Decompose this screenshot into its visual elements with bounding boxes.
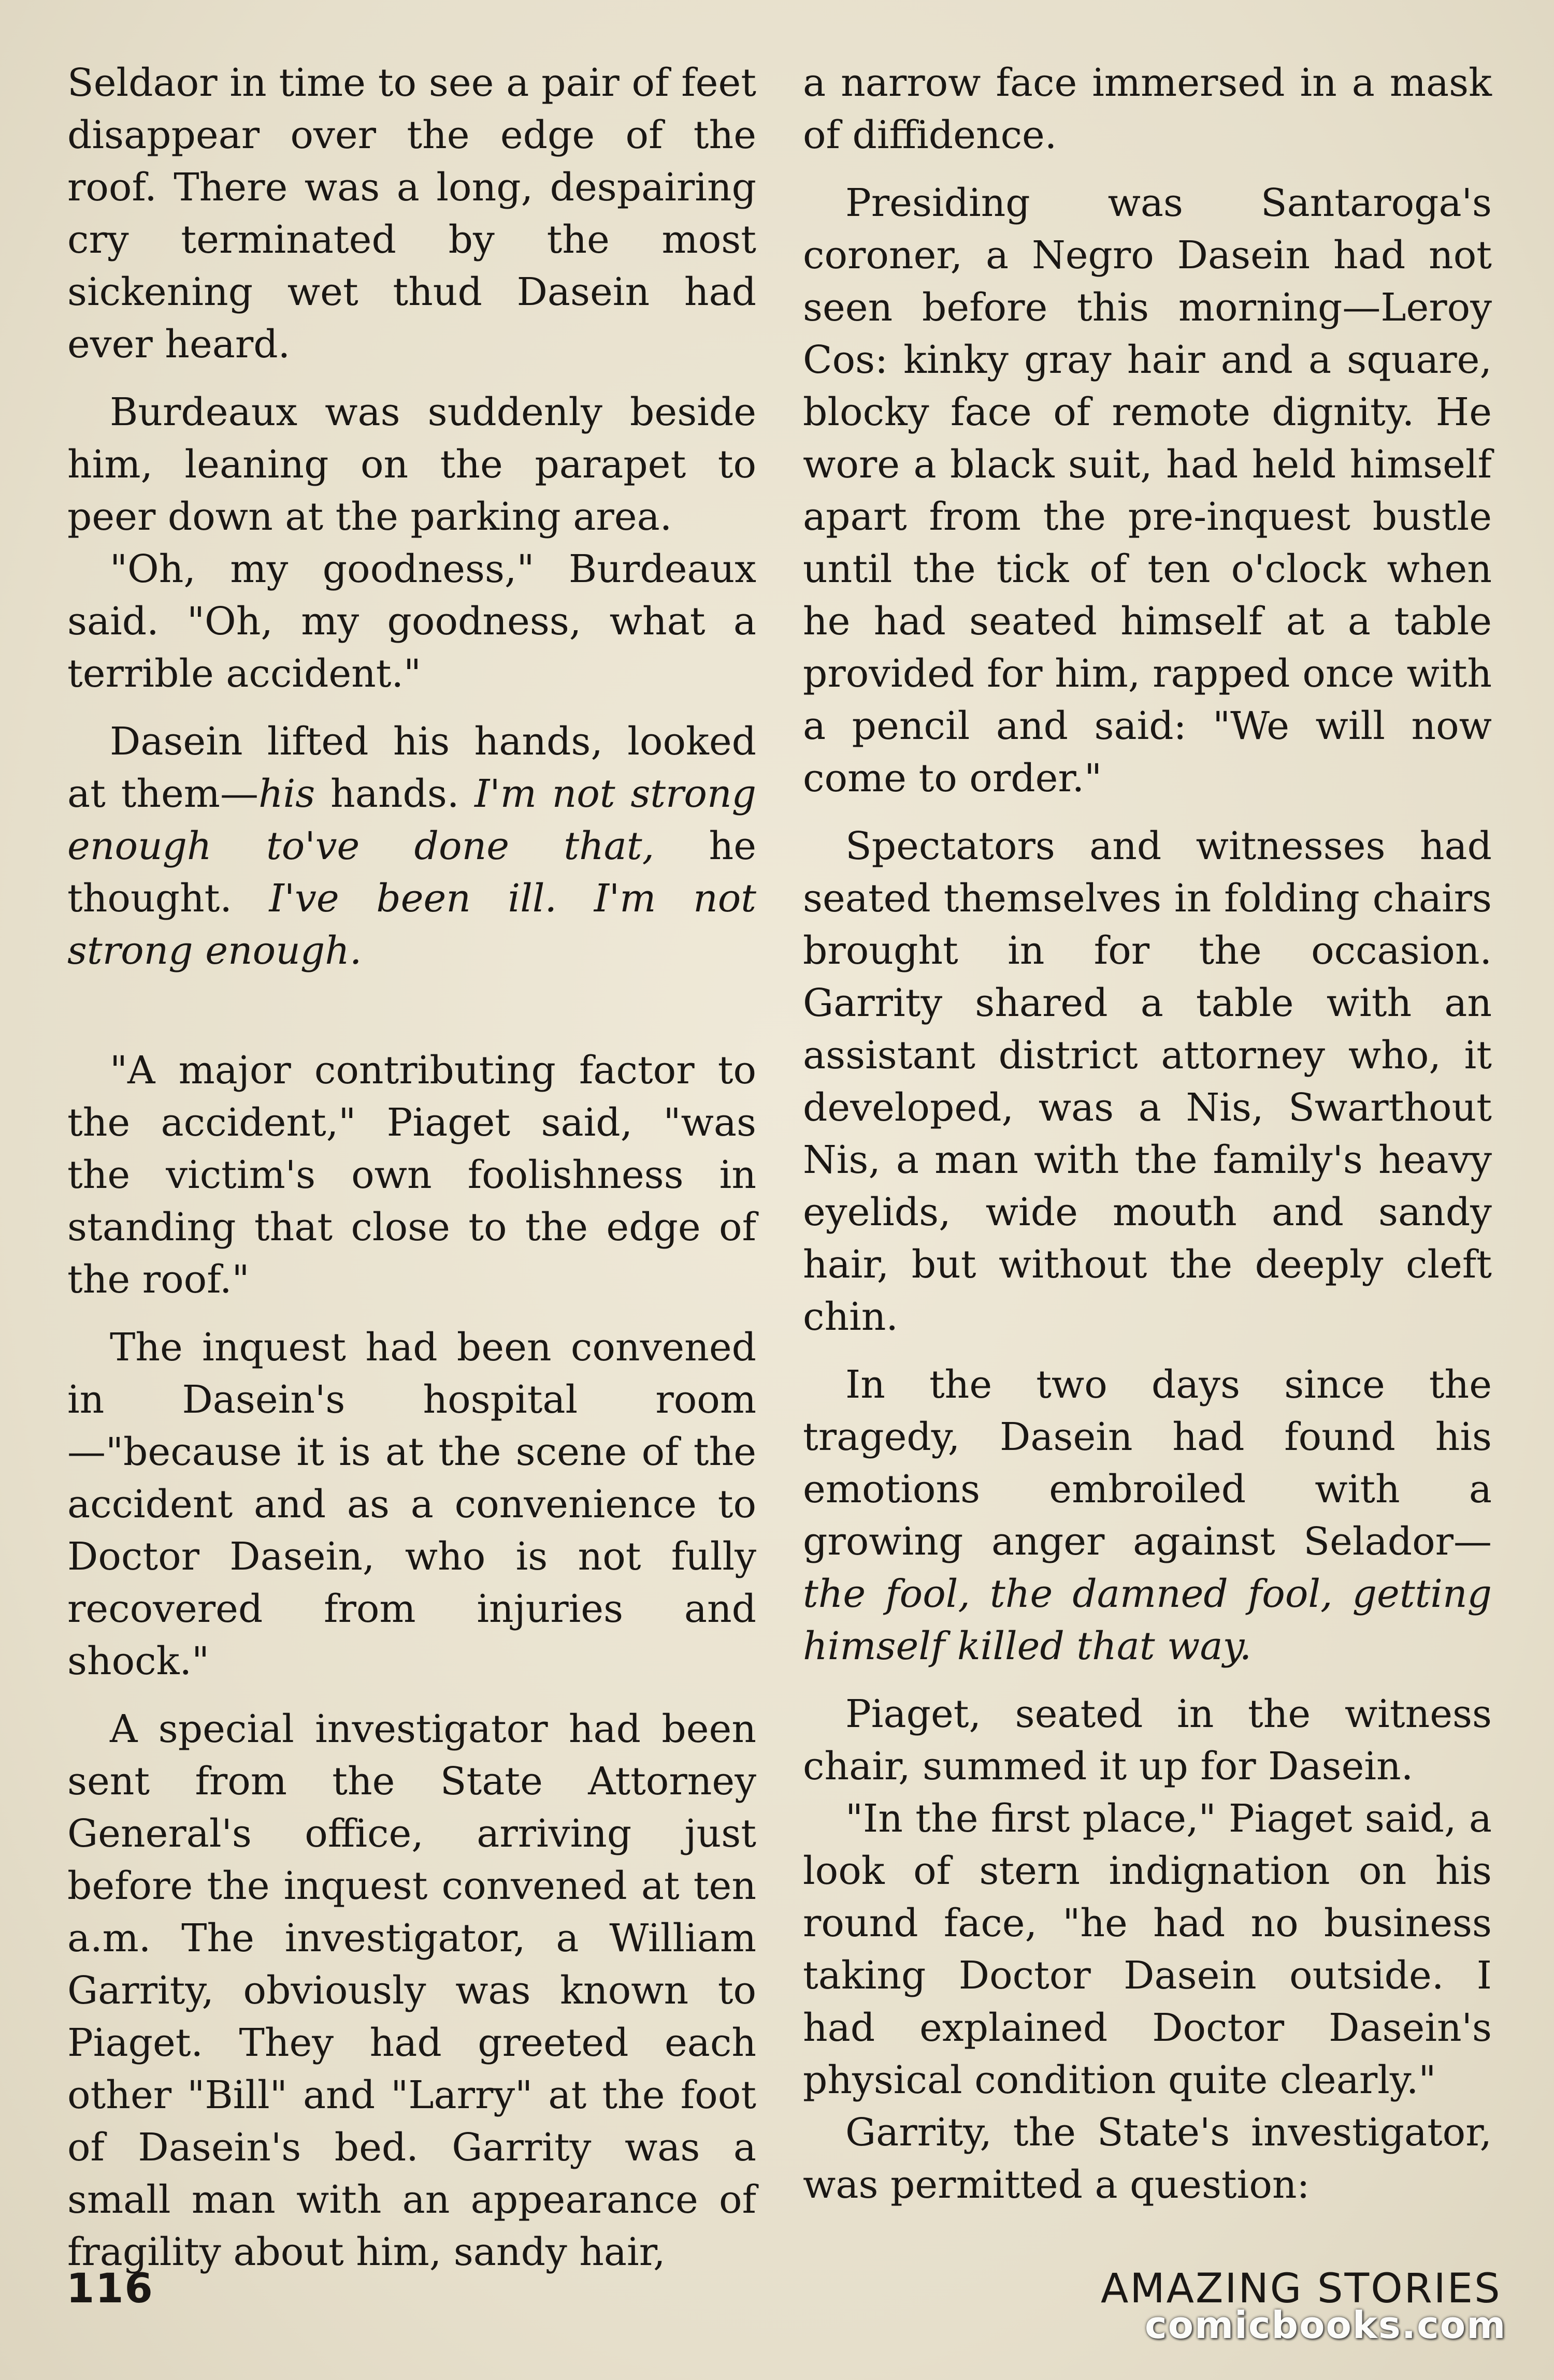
right-text-column bbox=[803, 57, 1492, 2227]
paragraph bbox=[803, 1359, 1492, 1673]
text-run: Dasein lifted his hands, looked at them— bbox=[67, 719, 756, 816]
paragraph: A special investigator had been sent from the State Attorney General's office, arriving just before the inquest convened at ten a.m. The investigator, a William Garrity, obviously was known to Piaget. They had greeted each other "Bill" and "Larry" at the foot of Dasein's bed. Garrity was a small man with an appearance of fragility about him, sandy hair, bbox=[67, 1707, 756, 2274]
left-text-column bbox=[67, 57, 756, 2294]
paragraph: Presiding was Santaroga's coroner, a Negro Dasein had not seen before this morning—Leroy Cos: kinky gray hair and a square, blocky face of remote dignity. He wore a black suit, had held himself apart from the pre-inquest bustle until the tick of ten o'clock when he had seated himself at a table provided for him, rapped once with a pencil and said: "We will now come to order." bbox=[803, 181, 1492, 801]
magazine-title-footer: AMAZING STORIES bbox=[1101, 2266, 1502, 2312]
paragraph: The inquest had been convened in Dasein's hospital room—"because it is at the scene of the accident and as a convenience to Doctor Dasein, who is not fully recovered from injuries and shock." bbox=[67, 1325, 756, 1684]
italic-text: the fool, the damned fool, getting himself killed that way. bbox=[803, 1572, 1492, 1668]
italic-text: I've been ill. I'm not strong enough. bbox=[67, 876, 757, 973]
paragraph: "In the first place," Piaget said, a look of stern indignation on his round face, "he had no business taking Doctor Dasein outside. I had explained Doctor Dasein's physical condition quite clearly." bbox=[803, 1796, 1492, 2102]
text-run: he thought. bbox=[67, 824, 756, 921]
paragraph: Seldaor in time to see a pair of feet disappear over the edge of the roof. There was a long, despairing cry terminated by the most sickening wet thud Dasein had ever heard. bbox=[67, 61, 756, 367]
italic-text: I'm not strong enough to've done that, bbox=[67, 772, 756, 868]
paragraph: a narrow face immersed in a mask of diffidence. bbox=[803, 61, 1492, 157]
text-run: In the two days since the tragedy, Dasein had found his emotions embroiled with a growing anger against Selador— bbox=[803, 1362, 1492, 1564]
paragraph: "Oh, my goodness," Burdeaux said. "Oh, my goodness, what a terrible accident." bbox=[67, 547, 756, 696]
text-run: hands. bbox=[315, 772, 475, 816]
italic-text: his bbox=[258, 772, 315, 816]
paragraph: Spectators and witnesses had seated themselves in folding chairs brought in for the occasion. Garrity shared a table with an assistant district attorney who, it developed, was a Nis, Swarthout Nis, a man with the family's heavy eyelids, wide mouth and sandy hair, but without the deeply cleft chin. bbox=[803, 824, 1492, 1339]
paragraph: Piaget, seated in the witness chair, summed it up for Dasein. bbox=[803, 1692, 1492, 1789]
paragraph: Garrity, the State's investigator, was permitted a question: bbox=[803, 2110, 1492, 2207]
page-number: 116 bbox=[66, 2266, 154, 2312]
paragraph bbox=[67, 716, 756, 977]
paragraph: "A major contributing factor to the accident," Piaget said, "was the victim's own foolishness in standing that close to the edge of the roof." bbox=[67, 1048, 756, 1302]
watermark: comicbooks.com bbox=[1145, 2303, 1507, 2347]
paragraph: Burdeaux was suddenly beside him, leaning on the parapet to peer down at the parking area. bbox=[67, 390, 756, 539]
